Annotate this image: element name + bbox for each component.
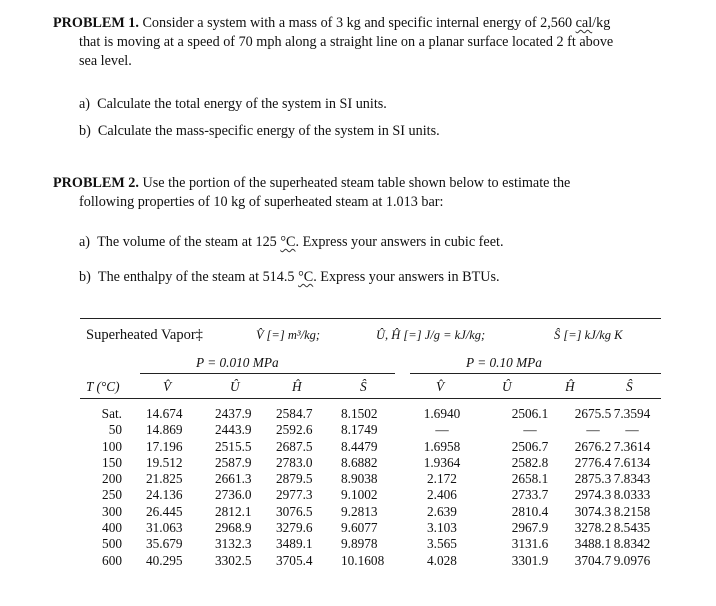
column-volume-2: 1.6940 — 1.6958 1.9364 2.172 2.406 2.639 3.103 3.565 4.028 (423, 406, 461, 568)
problem-1-text: Consider a system with a mass of 3 kg and specific internal energy of 2,560 (138, 15, 576, 31)
pressure-2-label: P = 0.10 MPa (466, 355, 542, 370)
col-header-energy-1: Û (230, 379, 240, 394)
per-kg-unit: /kg (592, 15, 611, 31)
column-energy-1: 2437.9 2443.9 2515.5 2587.9 2661.3 2736.0 2812.1 2968.9 3132.3 3302.5 (215, 406, 252, 568)
problem-2-part-a: a) The volume of the steam at 125 °C. Express your answers in cubic feet. (79, 234, 504, 250)
col-header-volume-2: V̂ (436, 379, 445, 394)
table-unit-volume: V̂ [=] m³/kg; (256, 328, 321, 342)
pressure-1-rule (140, 373, 395, 374)
celsius-unit: °C (298, 269, 314, 285)
celsius-unit: °C (280, 234, 296, 250)
problem-2-part-b: b) The enthalpy of the steam at 514.5 °C. Express your answers in BTUs. (79, 269, 500, 285)
column-enthalpy-1: 2584.7 2592.6 2687.5 2783.0 2879.5 2977.3 3076.5 3279.6 3489.1 3705.4 (276, 406, 313, 568)
problem-1-line-3: sea level. (79, 53, 132, 69)
problem-1-part-a: a) Calculate the total energy of the system in SI units. (79, 96, 387, 112)
problem-1-label: PROBLEM 1. (53, 15, 139, 31)
table-unit-energy: Û, Ĥ [=] J/g = kJ/kg; (376, 328, 486, 342)
pressure-2-rule (410, 373, 661, 374)
col-header-volume-1: V̂ (163, 379, 172, 394)
problem-1-part-b: b) Calculate the mass-specific energy of the system in SI units. (79, 123, 440, 139)
table-top-rule (80, 318, 661, 319)
problem-2-line-2: following properties of 10 kg of superheated steam at 1.013 bar: (79, 194, 444, 210)
problem-1-line-2: that is moving at a speed of 70 mph along a straight line on a planar surface located 2 ft above (79, 34, 614, 50)
problem-2-label: PROBLEM 2. (53, 175, 139, 191)
column-enthalpy-2: 2675.5 — 2676.2 2776.4 2875.3 2974.3 3074.3 3278.2 3488.1 3704.7 (574, 406, 612, 568)
col-header-temperature: T (°C) (86, 379, 120, 394)
col-header-entropy-2: Ŝ (626, 379, 633, 394)
col-header-entropy-1: Ŝ (360, 379, 367, 394)
column-entropy-1: 8.1502 8.1749 8.4479 8.6882 8.9038 9.1002 9.2813 9.6077 9.8978 10.1608 (341, 406, 385, 568)
problem-2 (53, 174, 678, 212)
column-temperature: Sat. 50 100 150 200 250 300 400 500 600 (101, 406, 122, 568)
table-unit-entropy: Ŝ [=] kJ/kg K (554, 328, 623, 342)
cal-unit: cal (575, 15, 593, 31)
column-energy-2: 2506.1 — 2506.7 2582.8 2658.1 2733.7 2810.4 2967.9 3131.6 3301.9 (511, 406, 549, 568)
pressure-1-label: P = 0.010 MPa (196, 355, 279, 370)
col-header-enthalpy-2: Ĥ (565, 379, 575, 394)
column-volume-1: 14.674 14.869 17.196 19.512 21.825 24.136 26.445 31.063 35.679 40.295 (146, 406, 183, 568)
problem-1 (53, 14, 678, 71)
col-header-enthalpy-1: Ĥ (292, 379, 302, 394)
problem-2-text: Use the portion of the superheated steam table shown below to estimate the (138, 175, 571, 191)
column-entropy-2: 7.3594 — 7.3614 7.6134 7.8343 8.0333 8.2158 8.5435 8.8342 9.0976 (613, 406, 651, 568)
table-title: Superheated Vapor‡ (86, 327, 203, 343)
col-header-energy-2: Û (502, 379, 512, 394)
header-bottom-rule (80, 398, 661, 399)
